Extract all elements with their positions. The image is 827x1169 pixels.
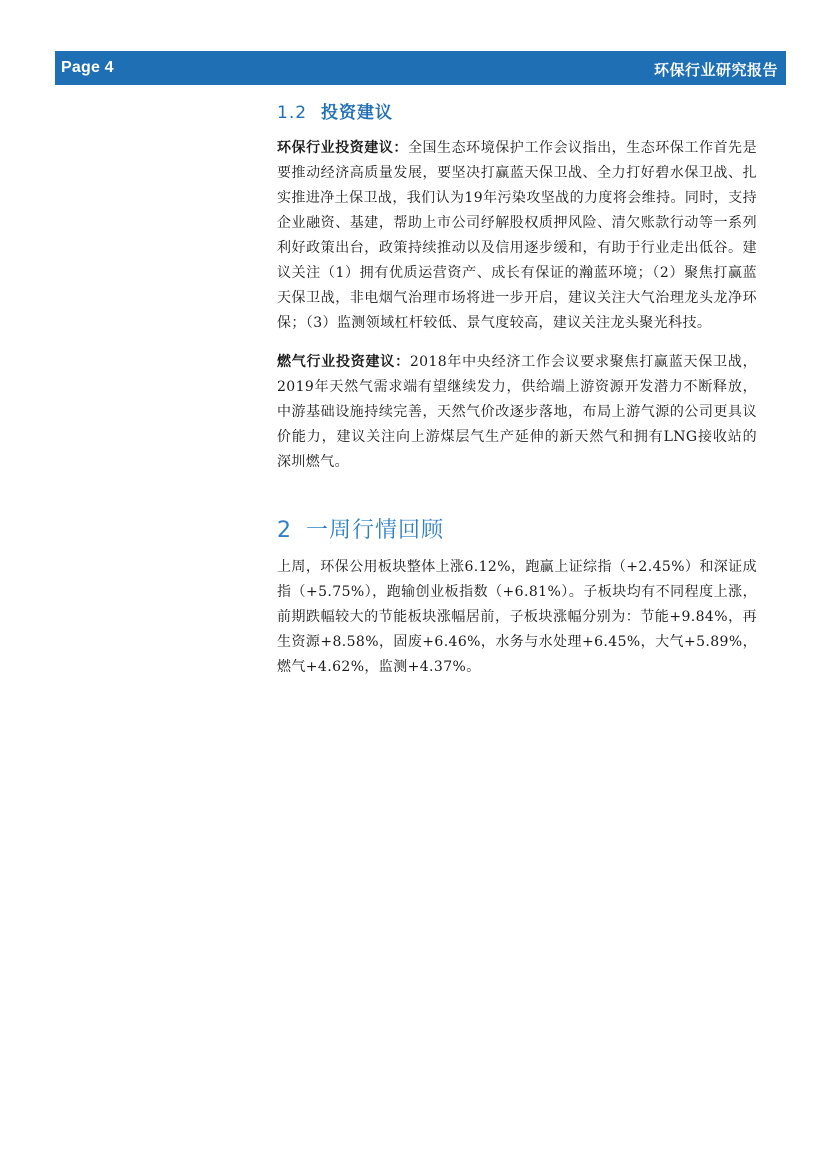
paragraph-weekly-review: 上周，环保公用板块整体上涨6.12%，跑赢上证综指（+2.45%）和深证成指（+5.75%），跑输创业板指数（+6.81%）。子板块均有不同程度上涨，前期跌幅较大的节能板块涨幅居前，子板块涨幅分别为：节能+9.84%，再生资源+8.58%，固废+6.46%，水务与水处理+6.45%，大气+5.89%，燃气+4.62%，监测+4.37%。 (277, 559, 757, 675)
document-body (277, 96, 757, 680)
paragraph-lead: 环保行业投资建议： (277, 140, 408, 156)
section-number: 2 (277, 518, 292, 543)
section-title: 投资建议 (321, 103, 394, 123)
page-header-bar (55, 51, 786, 85)
section-title: 一周行情回顾 (306, 518, 445, 543)
report-title: 环保行业研究报告 (653, 62, 778, 79)
paragraph-env-advice (277, 136, 757, 336)
paragraph-body: 全国生态环境保护工作会议指出，生态环保工作首先是要推动经济高质量发展，要坚决打赢蓝天保卫战、全力打好碧水保卫战、扎实推进净土保卫战，我们认为19年污染攻坚战的力度将会维持。同时，支持企业融资、基建，帮助上市公司纾解股权质押风险、清欠账款行动等一系列利好政策出台，政策持续推动以及信用逐步缓和，有助于行业走出低谷。建议关注（1）拥有优质运营资产、成长有保证的瀚蓝环境；（2）聚焦打赢蓝天保卫战，非电烟气治理市场将进一步开启，建议关注大气治理龙头龙净环保；（3）监测领域杠杆较低、景气度较高，建议关注龙头聚光科技。 (277, 140, 757, 331)
paragraph-gas-advice (277, 350, 757, 475)
paragraph-body: 2018年中央经济工作会议要求聚焦打赢蓝天保卫战，2019年天然气需求端有望继续发力，供给端上游资源开发潜力不断释放，中游基础设施持续完善，天然气价改逐步落地，布局上游气源的公司更具议价能力，建议关注向上游煤层气生产延伸的新天然气和拥有LNG接收站的深圳燃气。 (277, 354, 757, 470)
page-number: Page 4 (61, 59, 114, 76)
section-heading-2 (277, 513, 757, 549)
section-heading-1-2 (277, 96, 757, 130)
paragraph-lead: 燃气行业投资建议： (277, 354, 410, 370)
section-number: 1.2 (277, 103, 308, 123)
